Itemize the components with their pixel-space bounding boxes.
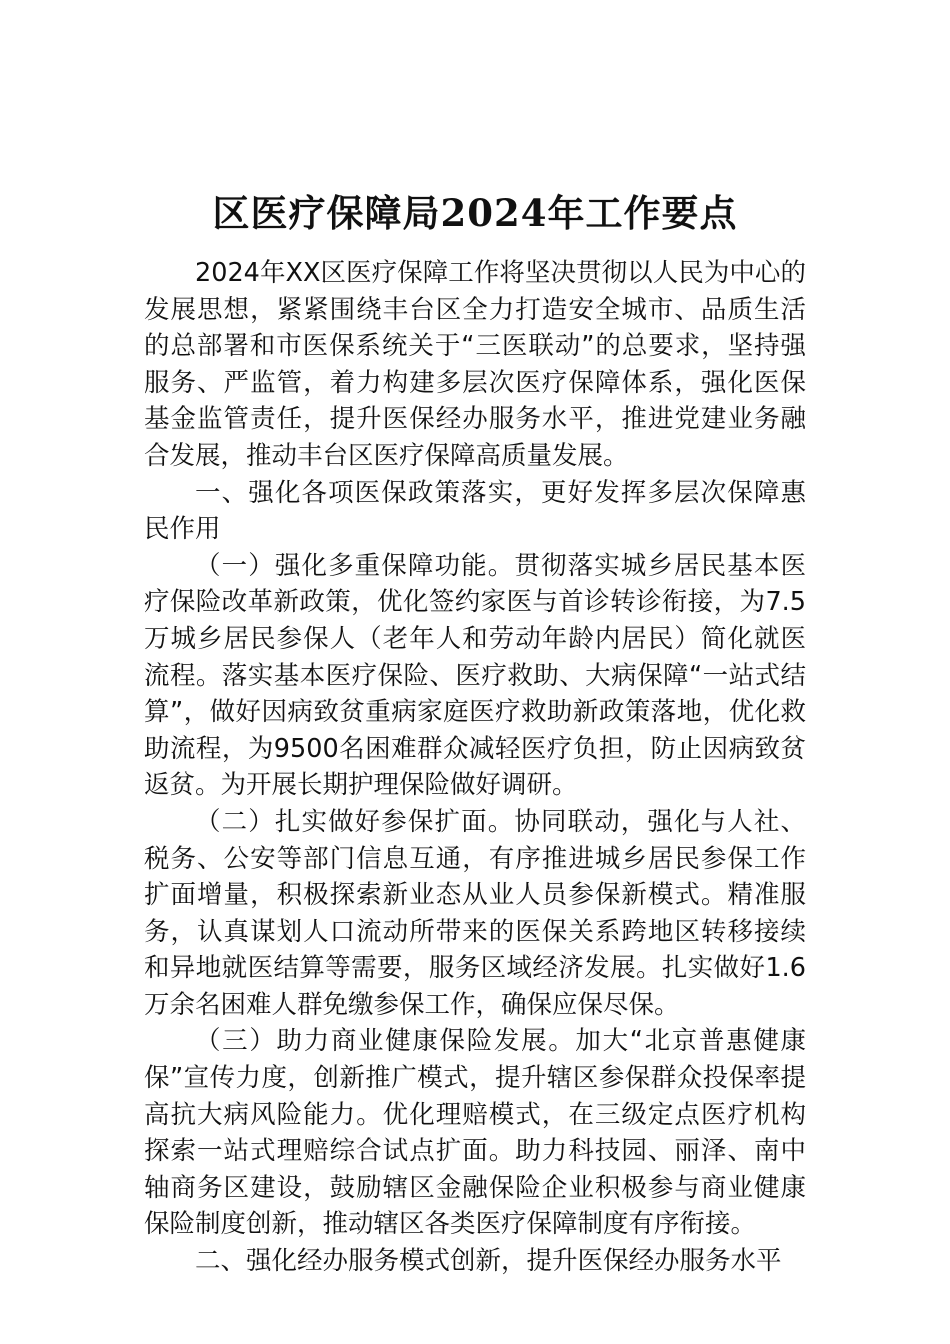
- subsection-paragraph-1: （一）强化多重保障功能。贯彻落实城乡居民基本医疗保险改革新政策，优化签约家医与首诊转诊衔接，为7.5万城乡居民参保人（老年人和劳动年龄内居民）简化就医流程。落实基本医疗保险、医疗救助、大病保障“一站式结算”，做好因病致贫重病家庭医疗救助新政策落地，优化救助流程，为9500名困难群众减轻医疗负担，防止因病致贫返贫。为开展长期护理保险做好调研。: [144, 550, 806, 801]
- subsection-paragraph-3: （三）助力商业健康保险发展。加大“北京普惠健康保”宣传力度，创新推广模式，提升辖区参保群众投保率提高抗大病风险能力。优化理赔模式，在三级定点医疗机构探索一站式理赔综合试点扩面。助力科技园、丽泽、南中轴商务区建设，鼓励辖区金融保险企业积极参与商业健康保险制度创新，推动辖区各类医疗保障制度有序衔接。: [144, 1026, 806, 1240]
- intro-paragraph: 2024年XX区医疗保障工作将坚决贯彻以人民为中心的发展思想，紧紧围绕丰台区全力打造安全城市、品质生活的总部署和市医保系统关于“三医联动”的总要求，坚持强服务、严监管，着力构建多层次医疗保障体系，强化医保基金监管责任，提升医保经办服务水平，推进党建业务融合发展，推动丰台区医疗保障高质量发展。: [144, 258, 806, 471]
- subsection-paragraph-2: （二）扎实做好参保扩面。协同联动，强化与人社、税务、公安等部门信息互通，有序推进城乡居民参保工作扩面增量，积极探索新业态从业人员参保新模式。精准服务，认真谋划人口流动所带来的医保关系跨地区转移接续和异地就医结算等需要，服务区域经济发展。扎实做好1.6万余名困难人群免缴参保工作，确保应保尽保。: [144, 806, 806, 1020]
- document-body: [144, 255, 806, 1280]
- document-title: 区医疗保障局2024年工作要点: [212, 190, 738, 235]
- section-heading-1: 一、强化各项医保政策落实，更好发挥多层次保障惠民作用: [144, 477, 806, 545]
- section-heading-2: 二、强化经办服务模式创新，提升医保经办服务水平: [195, 1246, 782, 1277]
